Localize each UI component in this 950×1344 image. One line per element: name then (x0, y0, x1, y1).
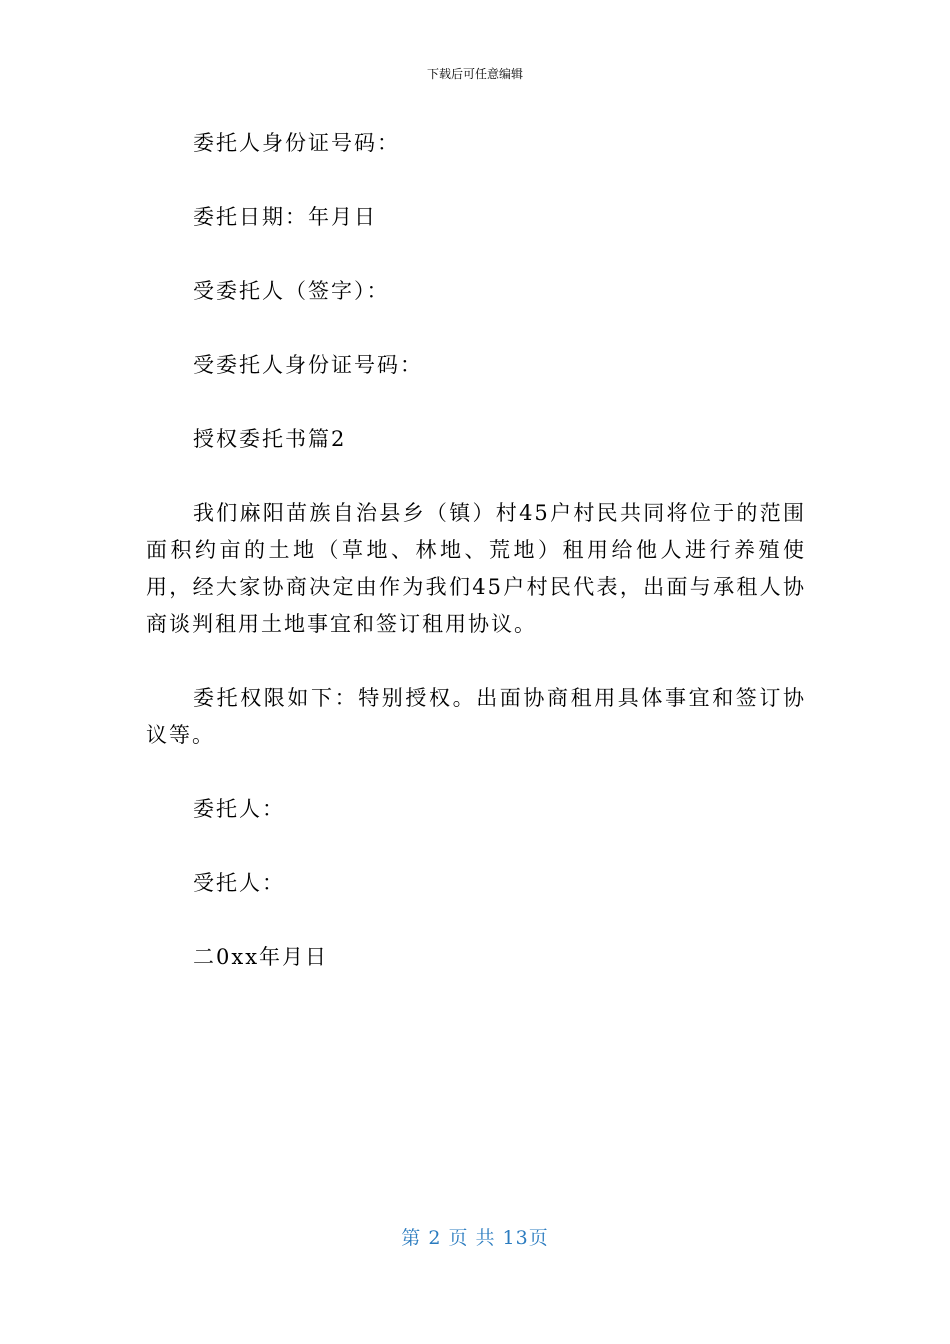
paragraph-agent-id: 受委托人身份证号码： (193, 353, 423, 377)
paragraph-main-text: 我们麻阳苗族自治县乡（镇）村45户村民共同将位于的范围面积约亩的土地（草地、林地、荒地）租用给他人进行养殖使用，经大家协商决定由作为我们45户村民代表，出面与承租人协商谈判租用土地事宜和签订租用协议。 (146, 501, 806, 636)
header-note: 下载后可任意编辑 (426, 67, 523, 81)
paragraph-principal-id: 委托人身份证号码： (193, 131, 400, 155)
paragraph-entrust-date: 委托日期：年月日 (193, 205, 377, 229)
section-heading: 授权委托书篇2 (193, 427, 347, 451)
page-number-footer: 第 2 页 共 13页 (401, 1227, 549, 1249)
paragraph-agent-signature: 受委托人（签字）： (193, 279, 390, 303)
paragraph-agent: 受托人： (193, 871, 285, 895)
paragraph-principal: 委托人： (193, 797, 285, 821)
paragraph-date: 二0xx年月日 (193, 945, 329, 969)
paragraph-authority-scope: 委托权限如下：特别授权。出面协商租用具体事宜和签订协议等。 (146, 686, 806, 747)
document-body (146, 125, 806, 1013)
